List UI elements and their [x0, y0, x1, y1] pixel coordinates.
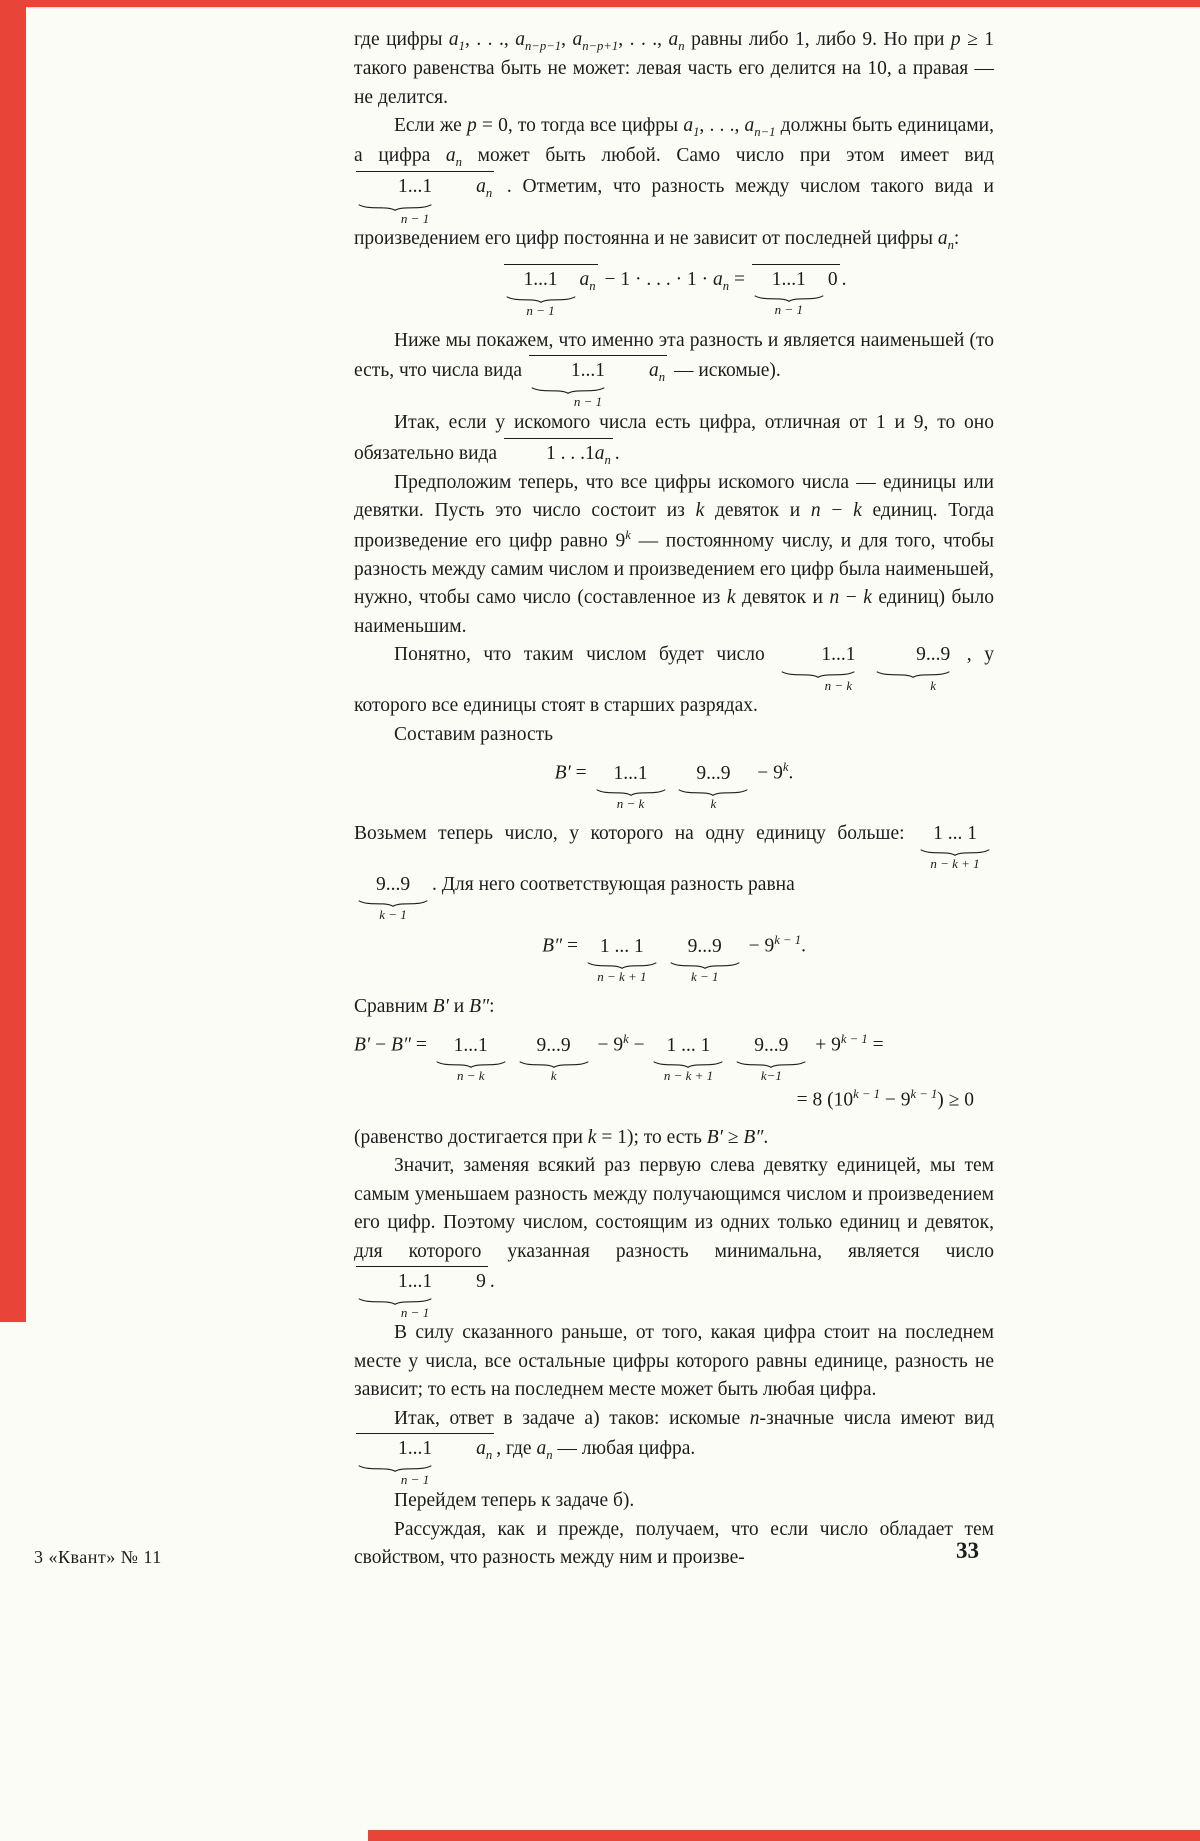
underbrace: [651, 1060, 725, 1068]
underbrace-row: [356, 1464, 494, 1472]
underbrace-label: k: [930, 677, 937, 693]
digit-group: [504, 264, 598, 318]
underbrace-icon: [358, 1298, 432, 1305]
underbrace-icon: [670, 962, 740, 969]
underbrace-label: k: [550, 1068, 557, 1084]
math-subscript: n−p+1: [582, 38, 619, 53]
digit-rest: [434, 1434, 494, 1465]
underbrace-label: n − k + 1: [663, 1068, 714, 1084]
digit-group: [504, 438, 613, 469]
digits: 1...1: [529, 356, 607, 387]
underbrace-row: [676, 788, 750, 796]
math-superscript: k: [623, 1032, 629, 1047]
underbrace-row: [594, 788, 668, 796]
bottom-edge-decoration: [368, 1830, 1200, 1841]
paragraph: Возьмем теперь число, у которого на одну единицу больше: 1 ... 1 n − k + 1 9...9 k − 1. Для него соответствующая разность равна: [354, 820, 994, 922]
math-variable: a: [683, 115, 694, 137]
math-subscript: 1: [458, 38, 465, 53]
math-base: 9: [615, 530, 626, 552]
underbrace-icon: [781, 671, 855, 678]
digit-rest: 0: [826, 264, 840, 294]
paragraph: Ниже мы покажем, что именно эта разность и является наименьшей (то есть, что числа вида 1...1 $a_n$ n − 1 — искомые).: [354, 329, 994, 410]
digits: 1 ... 1: [666, 1034, 711, 1056]
digit-row: [356, 1434, 494, 1465]
math-italic: n: [749, 1407, 760, 1429]
paragraph: Если же p = 0, то тогда все цифры $a_1$, . . ., $a_{n-1}$ должны быть единицами, а цифра $a_n$ может быть любой. Само число при этом имеет вид 1...1 $a_n$ n − 1 . Отметим, что разность между числом такого вида и произведением его цифр постоянна и не зависит от последней цифры $a_n$:: [354, 115, 994, 253]
underbrace: [734, 1060, 808, 1068]
display-formula: 1...1 $a_n$ n − 1 − 1 · . . . · $1 \cdot a_n = 1...1$ 0 n − 1 .: [354, 264, 994, 318]
paragraph: В силу сказанного раньше, от того, какая цифра стоит на последнем месте у числа, все остальные цифры которого равны единице, разность не зависит; то есть на последнем месте может быть любая цифра.: [354, 1322, 994, 1401]
underbrace-row: [779, 670, 857, 678]
underbrace-icon: [506, 296, 576, 303]
digit-rest: [434, 172, 494, 203]
math-variable: a: [649, 360, 659, 382]
math-italic: k: [587, 1126, 597, 1148]
digits: 9...9: [375, 874, 411, 895]
digit-row: [517, 1032, 591, 1060]
math-superscript: k − 1: [840, 1032, 868, 1047]
math-variable: a: [668, 29, 679, 50]
left-edge-decoration: [0, 0, 26, 1322]
math-italic: B″: [743, 1126, 764, 1148]
math-subscript: n: [604, 452, 611, 467]
math-italic: p: [950, 29, 961, 50]
paragraph: Сравним B′ и B″:: [354, 995, 495, 1017]
underbrace-row: [668, 961, 742, 969]
underbrace-icon: [519, 1061, 589, 1068]
math-italic: k: [695, 500, 705, 522]
underbrace-row: [356, 203, 494, 211]
digit-row: [651, 1032, 725, 1060]
underbrace-row: [651, 1060, 725, 1068]
underbrace-row: [356, 1297, 488, 1305]
underbrace-row: [434, 1060, 508, 1068]
digit-row: [529, 356, 667, 387]
underbrace-label: k−1: [760, 1068, 782, 1084]
underbrace-icon: [358, 1465, 432, 1472]
digit-group: [874, 641, 952, 692]
underbrace: [779, 670, 857, 678]
math-variable: a: [744, 115, 755, 137]
label-row: [356, 1472, 494, 1487]
label-row: [918, 856, 992, 871]
underbrace: [752, 294, 826, 302]
underbrace: [874, 670, 952, 678]
digit-rest: 9: [434, 1267, 488, 1297]
math-variable: a: [594, 442, 605, 464]
label-row: [434, 1068, 508, 1083]
math-superscript: k − 1: [910, 1086, 938, 1101]
underbrace-row: [918, 848, 992, 856]
digit-group: [356, 171, 494, 225]
underbrace-icon: [596, 789, 666, 796]
underbrace-row: [356, 899, 430, 907]
underbrace-label: n − 1: [573, 394, 603, 410]
math-subscript: n: [658, 369, 666, 384]
footer-imprint: 3 «Квант» № 11: [34, 1547, 162, 1567]
label-row: [734, 1068, 808, 1083]
label-row: [529, 394, 667, 409]
underbrace-row: [529, 386, 667, 394]
math-variable: a: [579, 268, 590, 290]
underbrace-label: n − 1: [400, 210, 430, 226]
display-formula: B″ = 1 ... 1 n − k + 1 9...9 $k - 1 - 9^{k - 1}$.: [542, 933, 806, 985]
label-row: [356, 907, 430, 922]
digit-row: [504, 438, 613, 469]
underbrace: [434, 1060, 508, 1068]
underbrace: [668, 961, 742, 969]
label-row: [585, 969, 659, 984]
digit-group: [918, 820, 992, 871]
math-italic: n: [829, 587, 840, 609]
digits: 9...9: [687, 935, 722, 957]
digits: 1...1: [752, 264, 826, 294]
underbrace-icon: [436, 1061, 506, 1068]
underbrace-row: [504, 295, 598, 303]
underbrace: [504, 295, 578, 303]
math-variable: a: [937, 228, 948, 250]
digits: 1...1: [504, 264, 578, 295]
paragraph: Составим разность: [394, 723, 554, 745]
digit-group: [434, 1032, 508, 1083]
math-subscript: n: [947, 238, 954, 253]
math-subscript: n: [455, 154, 462, 169]
digit-row: [356, 1267, 488, 1297]
underbrace-icon: [754, 295, 824, 302]
math-variable: a: [448, 29, 459, 50]
paragraph: Понятно, что таким числом будет число 1...1 n − k 9...9 k , у которого все единицы стоят в старших разрядах.: [354, 641, 994, 721]
underbrace: [594, 788, 668, 796]
digit-row: [504, 264, 598, 295]
digit-row: [356, 172, 494, 203]
underbrace-row: [874, 670, 952, 678]
underbrace-icon: [358, 900, 428, 907]
math-variable: a: [572, 29, 583, 50]
math-italic: B′: [432, 995, 449, 1017]
math-subscript: n: [722, 278, 730, 293]
label-row: [752, 302, 840, 317]
digits: 1...1: [356, 1434, 434, 1465]
digit-group: [594, 760, 668, 811]
math-base: 9: [613, 1034, 624, 1056]
digit-row: [918, 820, 992, 848]
digits: 1...1: [356, 172, 434, 203]
digit-row: [434, 1032, 508, 1060]
math-italic: k: [853, 500, 862, 522]
page-number: 33: [956, 1538, 979, 1563]
math-italic: B′: [706, 1126, 723, 1148]
digits: 9...9: [916, 644, 951, 666]
label-row: [504, 303, 598, 318]
digits: 9...9: [696, 762, 731, 784]
math-variable: a: [476, 176, 486, 198]
digit-row: [676, 760, 750, 788]
underbrace-label: n − k + 1: [597, 969, 647, 985]
math-subscript: n: [589, 278, 596, 293]
digit-row: [594, 760, 668, 788]
display-formula: = 8 $(10^{k - 1} - 9^{k - 1}) \ge 0$: [796, 1086, 974, 1111]
digit-group: [734, 1032, 808, 1083]
paragraph: (равенство достигается при k = 1); то есть B′ ≥ B″.: [354, 1126, 769, 1148]
underbrace-row: [752, 294, 840, 302]
digits: 9...9: [536, 1034, 571, 1056]
label-row: [779, 678, 857, 693]
math-base: 10: [833, 1089, 854, 1111]
math-subscript: 1: [693, 125, 700, 140]
label-row: [594, 796, 668, 811]
math-italic: B″: [542, 935, 563, 957]
math-base: 9: [831, 1034, 841, 1056]
label-row: [517, 1068, 591, 1083]
label-row: [874, 678, 952, 693]
display-formula: B′ − B″ = 1...1 n − k 9...9 $k - 9^k - 1$ ... 1 n − k + 1 9...9 $k-1 + 9^{k - 1}$ =: [354, 1032, 884, 1084]
math-italic: B′: [554, 762, 571, 784]
math-italic: B″: [390, 1034, 411, 1056]
label-row: [651, 1068, 725, 1083]
underbrace-label: n − k: [824, 677, 853, 693]
digit-row: [668, 933, 742, 961]
label-row: [356, 1305, 488, 1320]
digit-group: [356, 1266, 488, 1319]
math-superscript: k: [782, 760, 789, 775]
math-variable: a: [515, 29, 525, 50]
underbrace-row: [585, 961, 659, 969]
digits: 9...9: [754, 1034, 789, 1056]
digit-group: [517, 1032, 591, 1083]
underbrace-icon: [653, 1061, 723, 1068]
math-italic: B″: [469, 995, 490, 1017]
digit-rest: [578, 264, 598, 295]
underbrace: [517, 1060, 591, 1068]
math-italic: p: [466, 115, 477, 137]
math-variable: a: [476, 1438, 486, 1460]
label-row: [668, 969, 742, 984]
underbrace: [356, 203, 434, 211]
underbrace: [356, 1464, 434, 1472]
digit-row: [585, 933, 659, 961]
underbrace-label: k − 1: [690, 969, 719, 985]
math-subscript: n−1: [754, 125, 776, 140]
math-italic: B′: [354, 1034, 371, 1056]
digit-group: [676, 760, 750, 811]
math-base: 9: [773, 762, 783, 784]
math-base: 9: [900, 1089, 911, 1111]
digit-row: [779, 641, 857, 669]
underbrace-icon: [876, 671, 950, 678]
math-subscript: n−p−1: [525, 38, 562, 53]
paragraph: Рассуждая, как и прежде, получаем, что если число обладает тем свойством, что разность между ним и произве-: [354, 1518, 994, 1569]
digit-group: [356, 871, 430, 922]
digit-group: [752, 264, 840, 317]
math-base: 9: [764, 935, 775, 957]
digits: 1 ... 1: [599, 935, 644, 957]
digits: 1...1: [356, 1267, 434, 1297]
underbrace-icon: [678, 789, 748, 796]
math-italic: k: [726, 587, 736, 609]
digit-group: [529, 355, 667, 409]
top-edge-decoration: [0, 0, 1200, 7]
underbrace: [676, 788, 750, 796]
digit-row: [734, 1032, 808, 1060]
math-subscript: n: [485, 186, 493, 200]
paragraph: Итак, ответ в задаче а) таков: искомые n-значные числа имеют вид 1...1 $a_n$ n − 1 , где $a_n$ — любая цифра.: [354, 1405, 994, 1488]
digit-row: [874, 641, 952, 669]
underbrace: [918, 848, 992, 856]
digit-row: [752, 264, 840, 294]
math-superscript: k − 1: [774, 933, 802, 948]
digit-group: [585, 933, 659, 984]
math-variable: a: [445, 144, 456, 166]
math-subscript: n: [678, 38, 685, 53]
underbrace-label: n − k + 1: [930, 856, 980, 872]
digit-group: [668, 933, 742, 984]
math-variable: a: [536, 1438, 547, 1460]
underbrace-row: [734, 1060, 808, 1068]
underbrace-label: n − 1: [400, 1472, 430, 1488]
label-row: [356, 211, 494, 226]
article-column: [354, 26, 994, 1573]
underbrace-row: [517, 1060, 591, 1068]
underbrace-label: n − k: [456, 1068, 485, 1084]
math-superscript: k − 1: [853, 1086, 880, 1101]
digit-group: [779, 641, 857, 692]
digit-group: [356, 1433, 494, 1487]
paragraph: где цифры $a_1$, . . ., $a_{n-p-1}$, $a_{n-p+1}$, . . ., $a_n$ равны либо 1, либо 9. Но при p ≥ 1 такого равенства быть не может: левая часть его делится на 10, а правая — не делится.: [354, 29, 995, 108]
underbrace-label: k: [710, 796, 717, 812]
paragraph: Перейдем теперь к задаче б).: [394, 1490, 635, 1512]
underbrace-label: n − 1: [774, 302, 803, 317]
underbrace-icon: [531, 387, 605, 394]
underbrace-icon: [736, 1061, 806, 1068]
digits: 1 ... 1: [933, 822, 977, 844]
underbrace: [585, 961, 659, 969]
underbrace: [356, 899, 430, 907]
digits: 1...1: [821, 644, 856, 666]
digits: 1...1: [613, 762, 648, 784]
display-formula: B′ = 1...1 n − k 9...9 $k - 9^k$.: [554, 760, 794, 812]
math-subscript: n: [485, 1447, 493, 1462]
underbrace-label: n − k: [616, 796, 645, 812]
paragraph: Предположим теперь, что все цифры искомого числа — единицы или девятки. Пусть это число состоит из k девяток и n − k единиц. Тогда произведение его цифр равно 9$^k$ — постоянному числу, и для того, чтобы разность между самим числом и произведением его цифр была наименьшей, нужно, чтобы само число (составленное из k девяток и n − k единиц) было наименьшим.: [354, 471, 995, 637]
underbrace-label: n − 1: [400, 1304, 430, 1320]
underbrace: [356, 1297, 434, 1305]
underbrace-icon: [587, 962, 657, 969]
math-subscript: n: [546, 1447, 553, 1462]
paragraph: Итак, если у искомого числа есть цифра, отличная от 1 и 9, то оно обязательно вида 1 . . $.1a_n$ .: [354, 409, 994, 469]
digits: 1 . . $.1a_n$: [504, 438, 613, 469]
math-italic: k: [863, 587, 872, 609]
digits: 1...1: [453, 1034, 488, 1056]
underbrace-label: n − 1: [526, 302, 555, 318]
underbrace: [529, 386, 607, 394]
digit-rest: [607, 356, 667, 387]
underbrace-icon: [920, 849, 990, 856]
label-row: [676, 796, 750, 811]
paragraph: Значит, заменяя всякий раз первую слева девятку единицей, мы тем самым уменьшаем разность между получающимся числом и произведением его цифр. Поэтому числом, состоящим из одних только единиц и девяток, для которого указанная разность минимальна, является число 1...1 9 n − 1 .: [354, 1155, 994, 1320]
math-variable: a: [712, 268, 723, 290]
math-superscript: k: [625, 527, 631, 542]
digit-row: [356, 871, 430, 899]
underbrace-icon: [358, 204, 432, 211]
underbrace-label: k − 1: [379, 907, 407, 923]
math-italic: n: [810, 500, 821, 522]
digit-group: [651, 1032, 725, 1083]
